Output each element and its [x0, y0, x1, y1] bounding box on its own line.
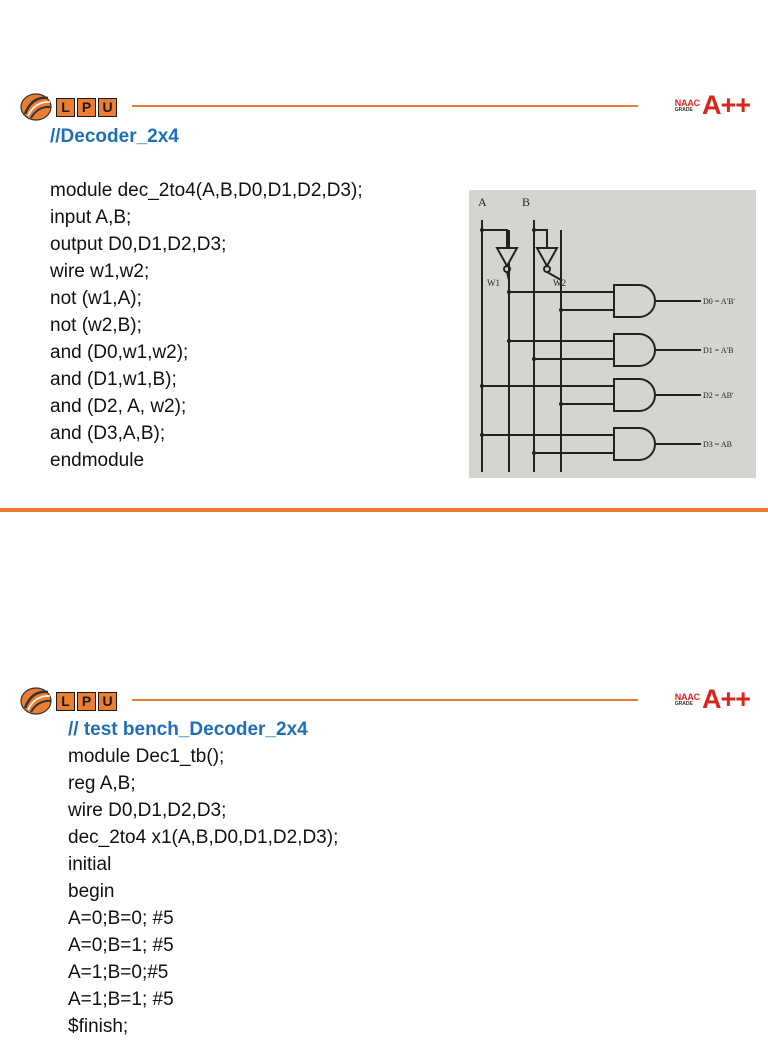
testbench-code-block — [68, 716, 338, 1040]
code-line: wire D0,D1,D2,D3; — [68, 800, 227, 821]
slide-header — [0, 88, 768, 128]
slide-1 — [0, 0, 768, 512]
logo-letter: L — [56, 692, 75, 711]
code-line: wire w1,w2; — [50, 261, 150, 282]
logo-letter: U — [98, 692, 117, 711]
wire-label-w2: W2 — [553, 278, 566, 288]
code-line: reg A,B; — [68, 773, 136, 794]
code-line: A=0;B=0; #5 — [68, 908, 174, 929]
header-divider — [132, 699, 638, 701]
lpu-logo — [20, 92, 117, 122]
logo-letter: P — [77, 98, 96, 117]
naac-grade: A++ — [701, 90, 750, 120]
code-line: not (w2,B); — [50, 315, 142, 336]
code-line: and (D3,A,B); — [50, 423, 166, 444]
naac-label: NAAC — [674, 97, 700, 108]
lpu-emblem-icon — [20, 92, 54, 122]
code-comment: // test bench_Decoder_2x4 — [68, 719, 308, 740]
naac-label: NAAC — [674, 691, 700, 702]
code-line: module Dec1_tb(); — [68, 746, 225, 767]
input-label-b: B — [522, 195, 531, 209]
code-line: A=1;B=0;#5 — [68, 962, 169, 983]
slide-2 — [0, 600, 768, 1037]
logo-letter: U — [98, 98, 117, 117]
output-label-d3: D3 = AB — [703, 440, 732, 449]
header-divider — [132, 105, 638, 107]
code-comment: //Decoder_2x4 — [50, 126, 179, 147]
code-line: begin — [68, 881, 115, 902]
code-line: and (D0,w1,w2); — [50, 342, 189, 363]
code-line: A=1;B=1; #5 — [68, 989, 174, 1010]
naac-badge — [675, 684, 750, 715]
naac-sub: GRADE — [674, 106, 693, 113]
code-line: output D0,D1,D2,D3; — [50, 234, 227, 255]
code-line: and (D1,w1,B); — [50, 369, 177, 390]
lpu-emblem-icon — [20, 686, 54, 716]
input-label-a: A — [478, 195, 487, 209]
code-line: $finish; — [68, 1016, 129, 1037]
naac-grade: A++ — [701, 684, 750, 714]
code-line: input A,B; — [50, 207, 132, 228]
output-label-d0: D0 = A'B' — [703, 297, 735, 306]
code-line: and (D2, A, w2); — [50, 396, 187, 417]
code-line: A=0;B=1; #5 — [68, 935, 174, 956]
code-line: endmodule — [50, 450, 145, 471]
decoder-circuit-diagram — [469, 190, 756, 478]
circuit-svg — [469, 190, 756, 478]
output-label-d1: D1 = A'B — [703, 346, 734, 355]
output-label-d2: D2 = AB' — [703, 391, 734, 400]
naac-sub: GRADE — [674, 700, 693, 707]
code-line: module dec_2to4(A,B,D0,D1,D2,D3); — [50, 180, 363, 201]
code-block — [50, 123, 363, 474]
logo-letter: L — [56, 98, 75, 117]
lpu-logo — [20, 686, 117, 716]
logo-letter: P — [77, 692, 96, 711]
blank-line — [50, 150, 363, 177]
code-line: initial — [68, 854, 112, 875]
wire-label-w1: W1 — [487, 278, 500, 288]
naac-badge — [675, 90, 750, 121]
code-line: not (w1,A); — [50, 288, 142, 309]
code-line: dec_2to4 x1(A,B,D0,D1,D2,D3); — [68, 827, 339, 848]
